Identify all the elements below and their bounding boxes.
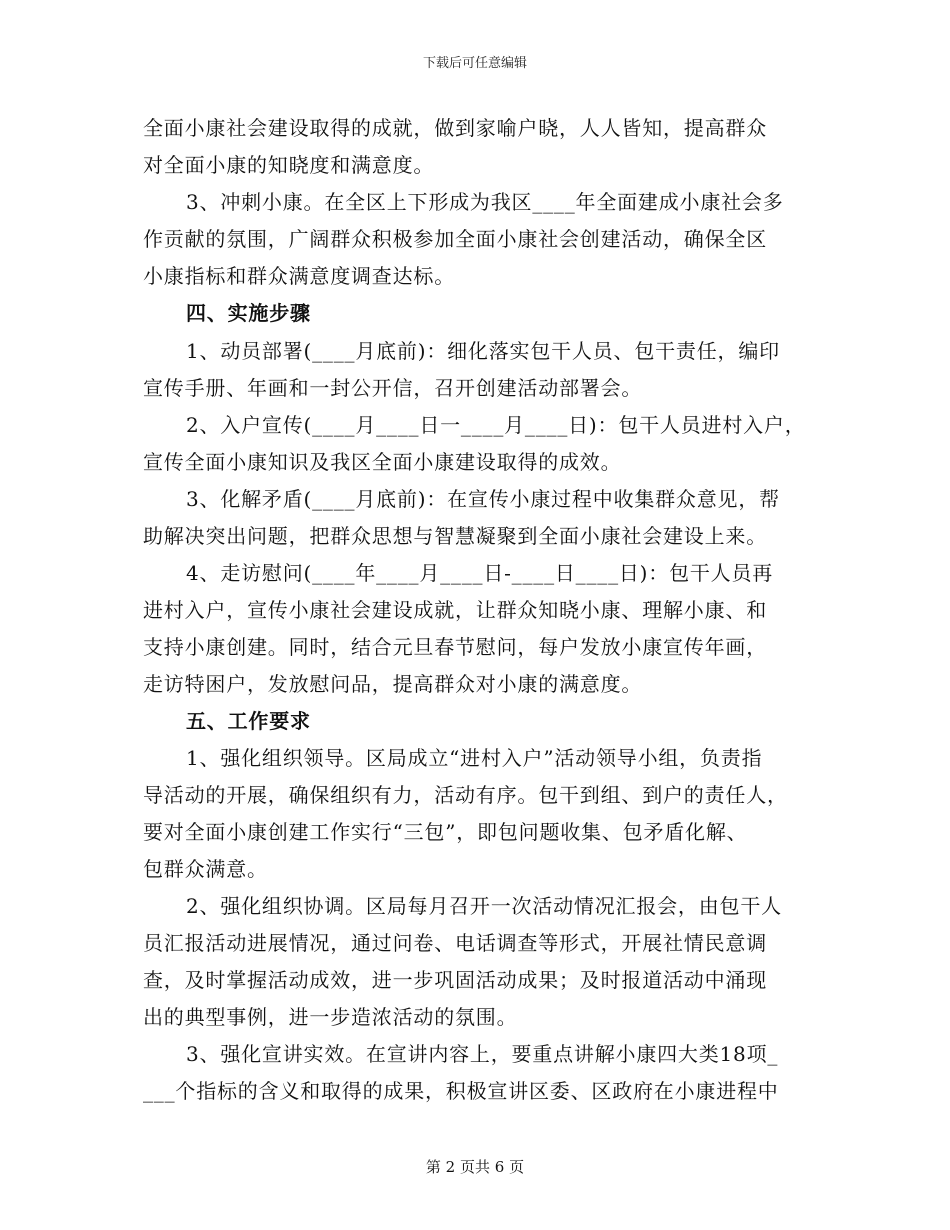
paragraph-line: 3、冲刺小康。在全区上下形成为我区____年全面建成小康社会多 xyxy=(186,190,784,214)
paragraph-line: 2、强化组织协调。区局每月召开一次活动情况汇报会，由包干人 xyxy=(186,894,782,918)
section-heading: 四、实施步骤 xyxy=(186,301,311,325)
paragraph-line: 宣传手册、年画和一封公开信，召开创建活动部署会。 xyxy=(143,376,643,400)
paragraph-line: 出的典型事例，进一步造浓活动的氛围。 xyxy=(143,1005,518,1029)
paragraph-line: 3、化解矛盾(____月底前)：在宣传小康过程中收集群众意见，帮 xyxy=(186,487,780,511)
paragraph-line: 走访特困户，发放慰问品，提高群众对小康的满意度。 xyxy=(143,672,643,696)
paragraph-line: 宣传全面小康知识及我区全面小康建设取得的成效。 xyxy=(143,450,622,474)
paragraph-line: 3、强化宣讲实效。在宣讲内容上，要重点讲解小康四大类18项_ xyxy=(186,1042,779,1066)
paragraph-line: 2、入户宣传(____月____日一____月____日)：包干人员进村入户， xyxy=(186,413,806,437)
paragraph-line: 1、强化组织领导。区局成立“进村入户”活动领导小组，负责指 xyxy=(186,746,763,770)
paragraph-line: 作贡献的氛围，广阔群众积极参加全面小康社会创建活动，确保全区 xyxy=(143,227,767,251)
page-footer: 第 2 页共 6 页 xyxy=(425,1158,525,1176)
paragraph-line: 进村入户，宣传小康社会建设成就，让群众知晓小康、理解小康、和 xyxy=(143,598,767,622)
paragraph-line: 4、走访慰问(____年____月____日-____日____日)：包干人员再 xyxy=(186,561,774,585)
paragraph-line: ___个指标的含义和取得的成果，积极宣讲区委、区政府在小康进程中 xyxy=(143,1079,779,1103)
section-heading: 五、工作要求 xyxy=(186,709,311,733)
paragraph-line: 1、动员部署(____月底前)：细化落实包干人员、包干责任，编印 xyxy=(186,339,780,363)
paragraph-line: 助解决突出问题，把群众思想与智慧凝聚到全面小康社会建设上来。 xyxy=(143,524,767,548)
paragraph-line: 小康指标和群众满意度调查达标。 xyxy=(143,264,455,288)
page-header: 下载后可任意编辑 xyxy=(422,56,527,71)
paragraph-line: 要对全面小康创建工作实行“三包”，即包问题收集、包矛盾化解、 xyxy=(143,820,748,844)
paragraph-line: 导活动的开展，确保组织有力，活动有序。包干到组、到户的责任人， xyxy=(143,783,788,807)
paragraph-line: 支持小康创建。同时，结合元旦春节慰问，每户发放小康宣传年画， xyxy=(143,635,767,659)
paragraph-line: 对全面小康的知晓度和满意度。 xyxy=(143,153,435,177)
paragraph-line: 包群众满意。 xyxy=(143,857,268,881)
paragraph-line: 查，及时掌握活动成效，进一步巩固活动成果；及时报道活动中涌现 xyxy=(143,968,767,992)
paragraph-line: 全面小康社会建设取得的成就，做到家喻户晓，人人皆知，提高群众 xyxy=(143,116,767,140)
paragraph-line: 员汇报活动进展情况，通过问卷、电话调查等形式，开展社情民意调 xyxy=(143,931,767,955)
